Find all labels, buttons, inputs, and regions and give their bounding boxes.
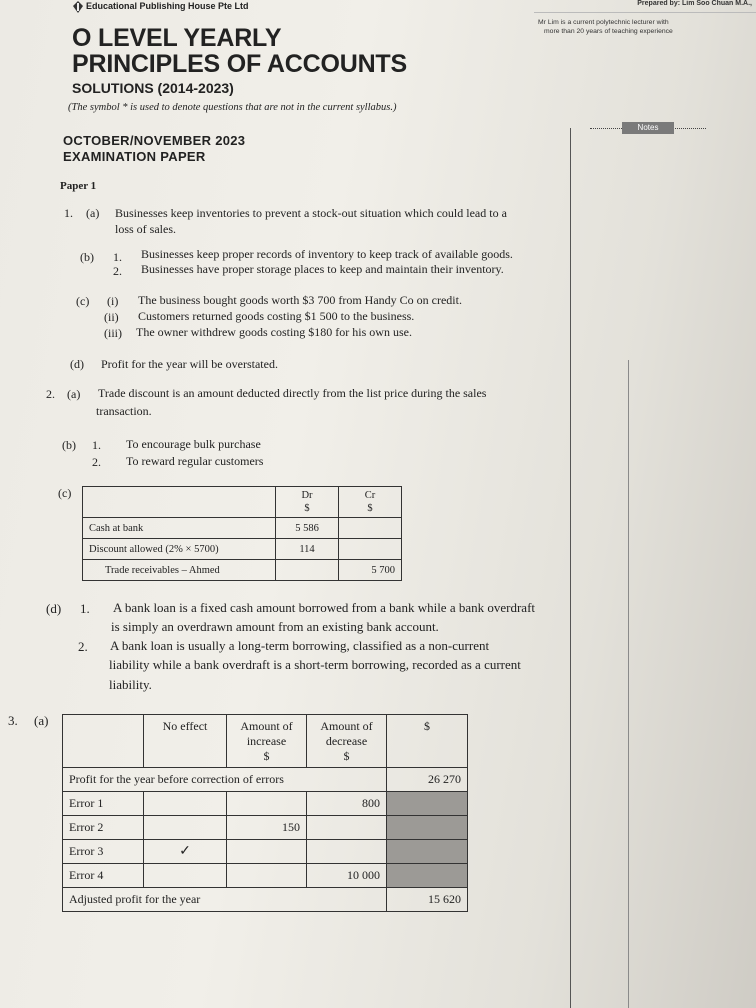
decrease-cell: 800 <box>307 792 387 816</box>
increase-cell <box>227 864 307 888</box>
increase-cell <box>227 840 307 864</box>
q1cii-text: Customers returned goods costing $1 500 to the business. <box>138 309 415 323</box>
shaded-cell <box>387 792 468 816</box>
q2d1-number: 1. <box>80 601 90 616</box>
dr-cell: 114 <box>276 539 339 560</box>
book-title-line-1: O LEVEL YEARLY <box>72 24 282 52</box>
q2d-label: (d) <box>46 601 62 616</box>
profit-before-value: 26 270 <box>387 768 468 792</box>
q1b2-text: Businesses have proper storage places to keep and maintain their inventory. <box>141 262 504 276</box>
q2c-journal-table <box>82 486 402 581</box>
q1a-label: (a) <box>86 206 100 220</box>
q2d1-text-line-2: is simply an overdrawn amount from an existing bank account. <box>111 619 439 634</box>
check-mark-icon: ✓ <box>144 840 227 864</box>
q1d-text: Profit for the year will be overstated. <box>101 357 278 371</box>
q2b1-text: To encourage bulk purchase <box>126 437 261 451</box>
table-row <box>63 792 468 816</box>
table-row <box>63 888 468 912</box>
error-label: Error 4 <box>63 864 144 888</box>
q1cii-number: (ii) <box>104 310 119 324</box>
q1ciii-text: The owner withdrew goods costing $180 for his own use. <box>136 325 412 339</box>
shaded-cell <box>387 864 468 888</box>
q3-number: 3. <box>8 713 18 728</box>
table-row <box>63 840 468 864</box>
increase-header: Amount of increase $ <box>227 715 307 768</box>
decrease-header: Amount of decrease $ <box>307 715 387 768</box>
q1b-label: (b) <box>80 250 94 264</box>
q1ciii-number: (iii) <box>104 326 122 340</box>
q3a-label: (a) <box>34 713 49 728</box>
table-header-cell <box>63 715 144 768</box>
decrease-cell: 10 000 <box>307 864 387 888</box>
q2b1-number: 1. <box>92 438 101 452</box>
q2a-text-line-1: Trade discount is an amount deducted directly from the list price during the sales <box>98 386 487 400</box>
dr-cell <box>276 560 339 581</box>
increase-cell <box>227 792 307 816</box>
q2c-label: (c) <box>58 486 72 500</box>
shaded-cell <box>387 840 468 864</box>
q1-number: 1. <box>64 206 73 220</box>
table-row <box>63 768 468 792</box>
q2a-label: (a) <box>67 387 81 401</box>
cr-cell: 5 700 <box>339 560 402 581</box>
q1a-text-line-2: loss of sales. <box>115 222 176 236</box>
cr-header: Cr $ <box>339 487 402 518</box>
error-label: Error 2 <box>63 816 144 840</box>
table-row <box>83 560 402 581</box>
author-bio: Mr Lim is a current polytechnic lecturer with more than 20 years of teaching experience <box>538 19 673 35</box>
table-row <box>63 864 468 888</box>
notes-label: Notes <box>622 122 674 134</box>
q2b-label: (b) <box>62 438 76 452</box>
q2d2-text-line-1: A bank loan is usually a long-term borrowing, classified as a non-current <box>110 638 490 653</box>
no-effect-cell <box>144 864 227 888</box>
column-divider <box>570 128 571 1008</box>
publisher-name: Educational Publishing House Pte Ltd <box>86 1 249 11</box>
page-edge-line <box>628 360 629 1008</box>
book-subtitle: SOLUTIONS (2014-2023) <box>72 80 234 96</box>
no-effect-header: No effect <box>144 715 227 768</box>
q1ci-text: The business bought goods worth $3 700 from Handy Co on credit. <box>138 293 462 307</box>
q1a-text-line-1: Businesses keep inventories to prevent a stock-out situation which could lead to a <box>115 206 507 220</box>
table-row <box>63 816 468 840</box>
table-row <box>83 539 402 560</box>
table-row <box>83 518 402 539</box>
adjusted-profit-label: Adjusted profit for the year <box>63 888 387 912</box>
dr-header: Dr $ <box>276 487 339 518</box>
q2d2-text-line-3: liability. <box>109 677 152 692</box>
q2d2-number: 2. <box>78 639 88 654</box>
publisher-logo-icon <box>72 0 84 14</box>
table-header-row <box>83 487 402 518</box>
exam-title-line-1: OCTOBER/NOVEMBER 2023 <box>63 133 246 148</box>
q2b2-text: To reward regular customers <box>126 454 264 468</box>
q2d2-text-line-2: liability while a bank overdraft is a short-term borrowing, recorded as a current <box>109 657 521 672</box>
q1d-label: (d) <box>70 357 84 371</box>
q1b2-number: 2. <box>113 264 122 278</box>
q2b2-number: 2. <box>92 455 101 469</box>
q1ci-number: (i) <box>107 294 119 308</box>
shaded-cell <box>387 816 468 840</box>
no-effect-cell <box>144 816 227 840</box>
paper-heading: Paper 1 <box>60 180 97 192</box>
profit-before-label: Profit for the year before correction of errors <box>63 768 387 792</box>
error-label: Error 3 <box>63 840 144 864</box>
prepared-by: Prepared by: Lim Soo Chuan M.A., <box>534 0 756 13</box>
book-title-line-2: PRINCIPLES OF ACCOUNTS <box>72 50 407 78</box>
no-effect-cell <box>144 792 227 816</box>
syllabus-note: (The symbol * is used to denote questions that are not in the current syllabus.) <box>68 102 397 113</box>
table-header-cell <box>83 487 276 518</box>
q2a-text-line-2: transaction. <box>96 404 152 418</box>
adjusted-profit-value: 15 620 <box>387 888 468 912</box>
account-cell: Discount allowed (2% × 5700) <box>83 539 276 560</box>
q1b1-number: 1. <box>113 250 122 264</box>
decrease-cell <box>307 840 387 864</box>
account-cell: Trade receivables – Ahmed <box>83 560 276 581</box>
q3a-error-table <box>62 714 468 912</box>
q1b1-text: Businesses keep proper records of inventory to keep track of available goods. <box>141 247 513 261</box>
amount-header: $ <box>387 715 468 768</box>
error-label: Error 1 <box>63 792 144 816</box>
account-cell: Cash at bank <box>83 518 276 539</box>
cr-cell <box>339 518 402 539</box>
table-header-row <box>63 715 468 768</box>
decrease-cell <box>307 816 387 840</box>
cr-cell <box>339 539 402 560</box>
dr-cell: 5 586 <box>276 518 339 539</box>
q2-number: 2. <box>46 387 55 401</box>
exam-title-line-2: EXAMINATION PAPER <box>63 149 206 164</box>
increase-cell: 150 <box>227 816 307 840</box>
q2d1-text-line-1: A bank loan is a fixed cash amount borrowed from a bank while a bank overdraft <box>113 600 536 615</box>
q1c-label: (c) <box>76 294 90 308</box>
